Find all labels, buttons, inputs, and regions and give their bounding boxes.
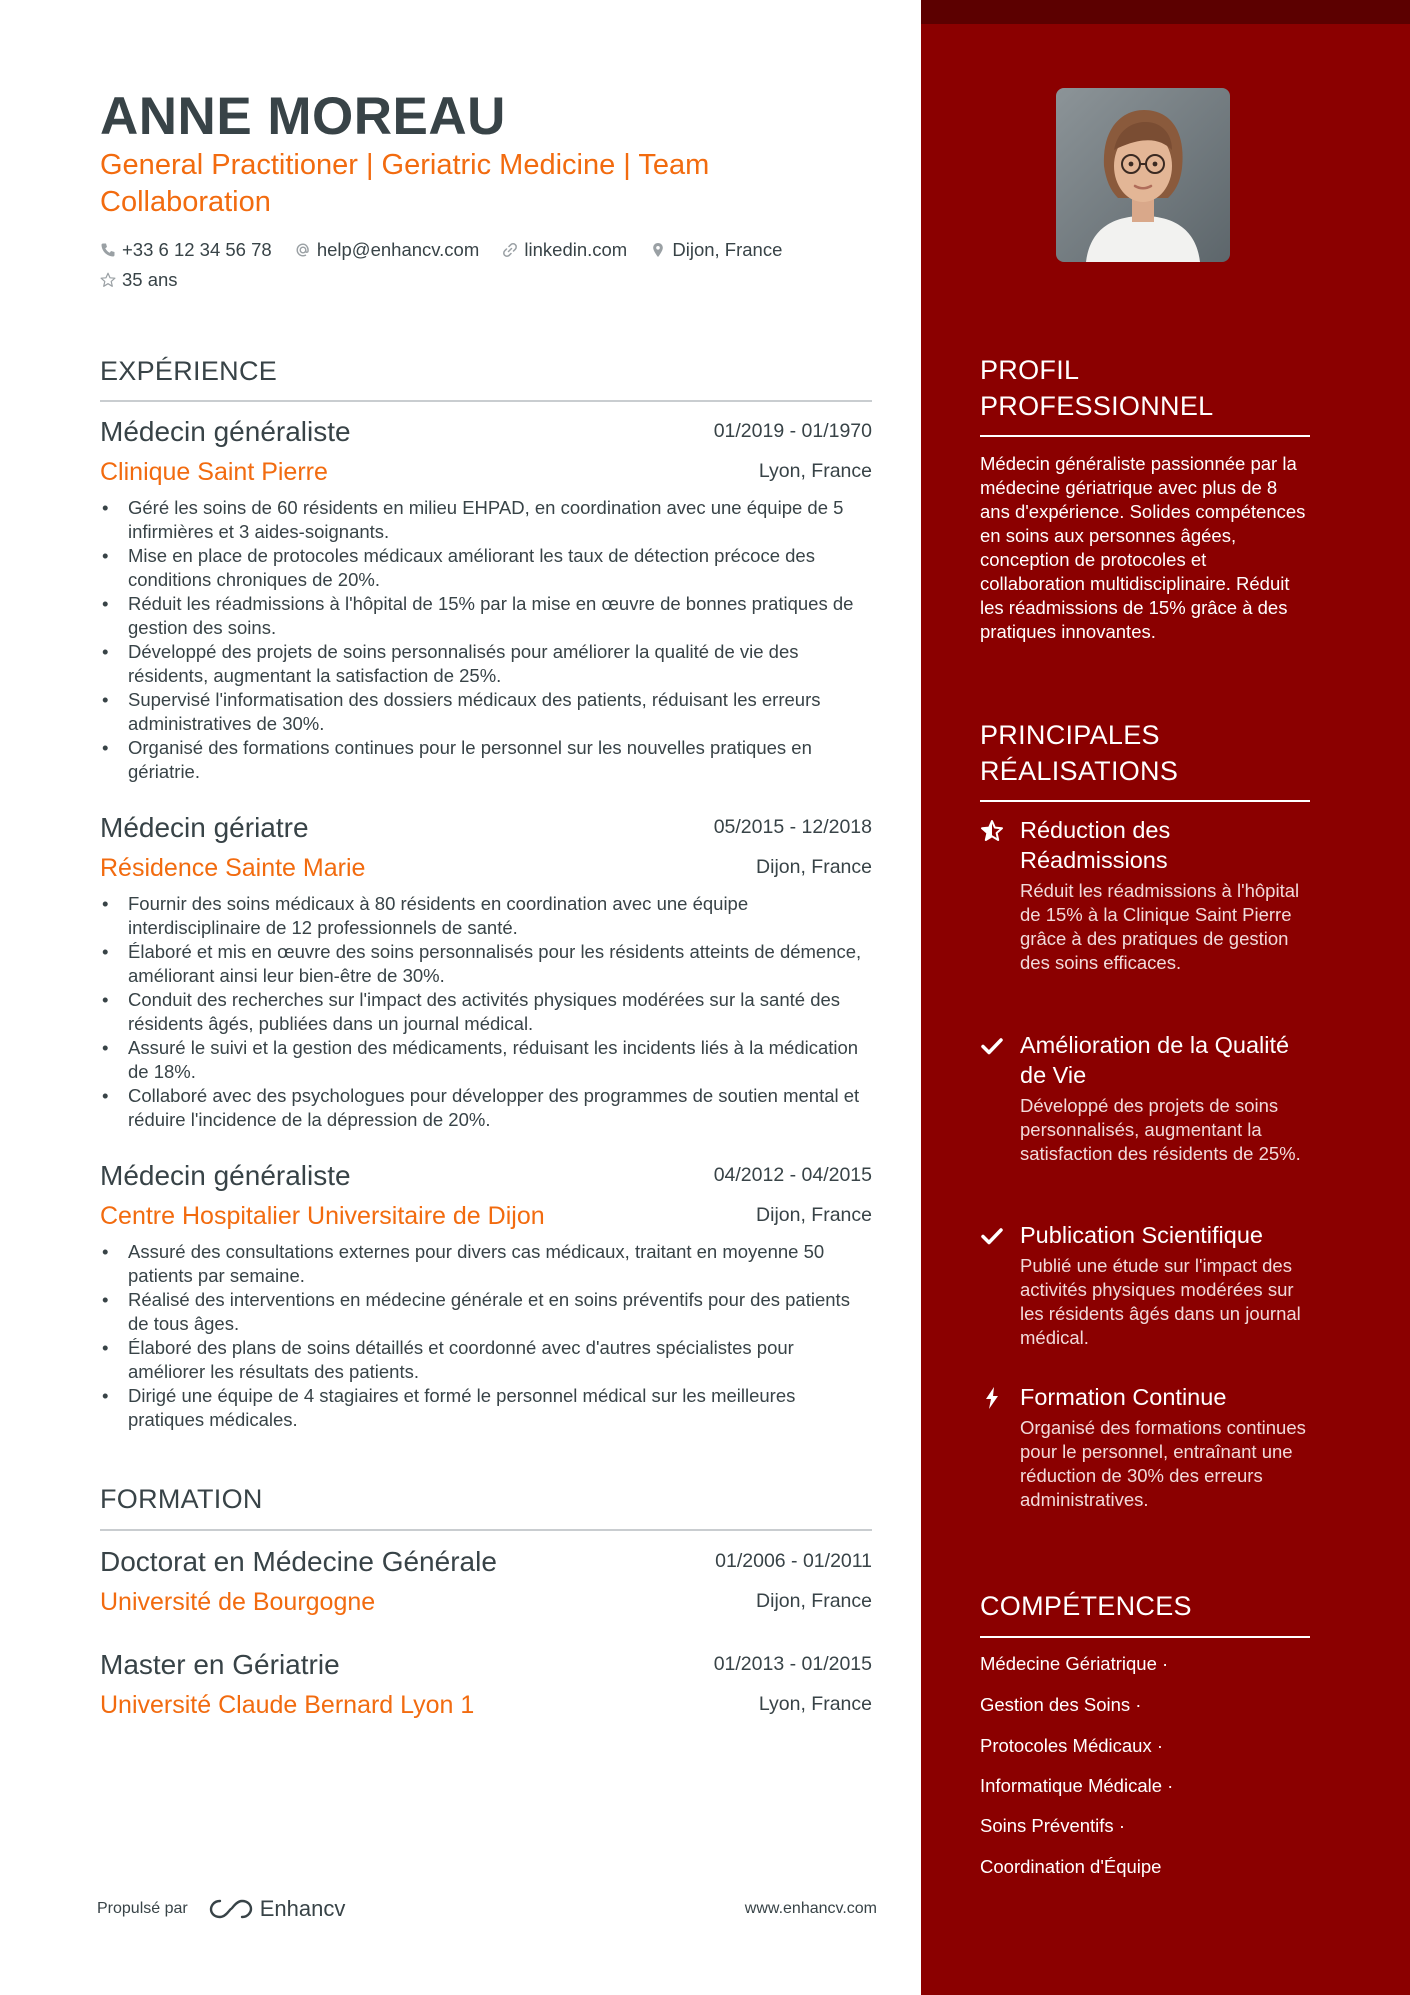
- achievement-item: [980, 1030, 1310, 1166]
- location-pin-icon: [650, 242, 666, 258]
- job-bullets: [100, 496, 872, 784]
- job-location: Lyon, France: [758, 460, 872, 482]
- education-dates: 01/2013 - 01/2015: [713, 1653, 872, 1675]
- list-item: • Conduit des recherches sur l'impact des activités physiques modérées sur la santé des résidents âgés, publiées dans un journal médical.: [128, 988, 872, 1036]
- job-location: Dijon, France: [756, 1204, 872, 1226]
- education-dates: 01/2006 - 01/2011: [715, 1550, 872, 1572]
- profile-photo: [1056, 88, 1230, 262]
- list-item: • Réduit les réadmissions à l'hôpital de 15% par la mise en œuvre de bonnes pratiques de gestion des soins.: [128, 592, 872, 640]
- brand-name: Enhancv: [259, 1896, 346, 1921]
- education-location: Lyon, France: [758, 1693, 872, 1715]
- education-location: Dijon, France: [756, 1590, 872, 1612]
- job-title: Médecin généraliste: [100, 416, 351, 447]
- skill-item: Soins Préventifs ·: [980, 1815, 1125, 1836]
- location-contact: [650, 236, 782, 264]
- linkedin-contact[interactable]: [502, 236, 627, 264]
- list-item: • Assuré des consultations externes pour divers cas médicaux, traitant en moyenne 50 patients par semaine.: [128, 1240, 872, 1288]
- education-section-title: FORMATION: [100, 1484, 263, 1514]
- job-dates: 01/2019 - 01/1970: [713, 420, 872, 442]
- email-contact[interactable]: [295, 236, 479, 264]
- experience-item: [100, 1160, 872, 1432]
- list-item: • Assuré le suivi et la gestion des médicaments, réduisant les incidents liés à la médication de 18%.: [128, 1036, 872, 1084]
- list-item: • Réalisé des interventions en médecine générale et en soins préventifs pour des patients de tous âges.: [128, 1288, 872, 1336]
- experience-item: [100, 812, 872, 1132]
- achievement-desc: Développé des projets de soins personnalisés, augmentant la satisfaction des résidents de 25%.: [1020, 1095, 1301, 1164]
- footer-url[interactable]: www.enhancv.com: [744, 1900, 877, 1917]
- skills-section-title: COMPÉTENCES: [980, 1591, 1192, 1621]
- infinity-logo-icon: [208, 1897, 254, 1921]
- check-icon: [980, 1224, 1004, 1248]
- job-dates: 05/2015 - 12/2018: [713, 816, 872, 838]
- skill-item: Gestion des Soins ·: [980, 1694, 1142, 1715]
- skill-item: Informatique Médicale ·: [980, 1775, 1174, 1796]
- link-icon: [502, 242, 518, 258]
- achievement-title: Formation Continue: [1020, 1384, 1227, 1410]
- job-location: Dijon, France: [756, 856, 872, 878]
- job-title: Médecin généraliste: [100, 1160, 351, 1191]
- list-item: • Dirigé une équipe de 4 stagiaires et formé le personnel médical sur les meilleures pratiques médicales.: [128, 1384, 872, 1432]
- list-item: • Géré les soins de 60 résidents en milieu EHPAD, en coordination avec une équipe de 5 infirmières et 3 aides-soignants.: [128, 496, 872, 544]
- achievement-item: [980, 1220, 1310, 1350]
- headline: General Practitioner | Geriatric Medicine | Team Collaboration: [100, 149, 710, 218]
- powered-by-text: Propulsé par: [97, 1900, 188, 1917]
- list-item: • Élaboré des plans de soins détaillés et coordonné avec d'autres spécialistes pour améliorer les résultats des patients.: [128, 1336, 872, 1384]
- phone-contact: [100, 236, 272, 264]
- skills-divider: [980, 1636, 1310, 1638]
- education-divider: [100, 1529, 872, 1531]
- achievement-item: [980, 815, 1310, 975]
- education-item: [100, 1649, 872, 1733]
- company-name: Résidence Sainte Marie: [100, 854, 366, 882]
- achievement-desc: Réduit les réadmissions à l'hôpital de 15% à la Clinique Saint Pierre grâce à des pratiques de gestion des soins efficaces.: [1020, 880, 1300, 973]
- degree-title: Master en Gériatrie: [100, 1649, 340, 1680]
- list-item: • Développé des projets de soins personnalisés pour améliorer la qualité de vie des résidents, augmentant la satisfaction de 25%.: [128, 640, 872, 688]
- company-name: Clinique Saint Pierre: [100, 458, 328, 486]
- job-bullets: [100, 892, 872, 1132]
- degree-title: Doctorat en Médecine Générale: [100, 1546, 497, 1577]
- profile-summary: Médecin généraliste passionnée par la médecine gériatrique avec plus de 8 ans d'expérience. Solides compétences en soins aux personnes âgées, conception de protocoles et collaboration multidisciplinaire. Réduit les réadmissions de 15% grâce à des pratiques innovantes.: [980, 453, 1306, 642]
- footer-powered: [97, 1896, 345, 1922]
- job-bullets: [100, 1240, 872, 1432]
- education-item: [100, 1546, 872, 1630]
- achievements-section-title: PRINCIPALES RÉALISATIONS: [980, 720, 1179, 786]
- star-icon: [100, 272, 116, 288]
- skill-item: Médecine Gériatrique ·: [980, 1653, 1169, 1674]
- company-name: Centre Hospitalier Universitaire de Dijon: [100, 1202, 545, 1230]
- experience-divider: [100, 400, 872, 402]
- job-dates: 04/2012 - 04/2015: [713, 1164, 872, 1186]
- phone-icon: [100, 242, 116, 258]
- achievement-desc: Organisé des formations continues pour le personnel, entraînant une réduction de 30% des erreurs administratives.: [1020, 1417, 1306, 1510]
- linkedin-text: linkedin.com: [524, 239, 628, 260]
- list-item: • Mise en place de protocoles médicaux améliorant les taux de détection précoce des conditions chroniques de 20%.: [128, 544, 872, 592]
- profile-divider: [980, 435, 1310, 437]
- experience-section-title: EXPÉRIENCE: [100, 356, 278, 386]
- avatar: [1056, 88, 1230, 262]
- list-item: • Organisé des formations continues pour le personnel sur les nouvelles pratiques en gériatrie.: [128, 736, 872, 784]
- enhancv-logo[interactable]: [208, 1896, 346, 1922]
- list-item: • Élaboré et mis en œuvre des soins personnalisés pour les résidents atteints de démence, améliorant ainsi leur bien-être de 30%.: [128, 940, 872, 988]
- sidebar-top-bar: [921, 0, 1410, 24]
- profile-section-title: PROFIL PROFESSIONNEL: [980, 355, 1214, 421]
- achievements-divider: [980, 800, 1310, 802]
- job-title: Médecin gériatre: [100, 812, 309, 843]
- list-item: • Collaboré avec des psychologues pour développer des programmes de soutien mental et réduire l'incidence de la dépression de 20%.: [128, 1084, 872, 1132]
- skill-item: Coordination d'Équipe: [980, 1856, 1162, 1877]
- achievement-title: Publication Scientifique: [1020, 1222, 1263, 1248]
- school-name: Université Claude Bernard Lyon 1: [100, 1691, 475, 1719]
- candidate-name: ANNE MOREAU: [100, 87, 506, 146]
- achievement-title: Amélioration de la Qualité de Vie: [1020, 1032, 1290, 1088]
- list-item: • Supervisé l'informatisation des dossiers médicaux des patients, réduisant les erreurs administratives de 30%.: [128, 688, 872, 736]
- achievement-desc: Publié une étude sur l'impact des activités physiques modérées sur les résidents âgés dans un journal médical.: [1020, 1255, 1301, 1348]
- contact-info: [100, 236, 860, 296]
- phone-text: +33 6 12 34 56 78: [122, 239, 272, 260]
- skill-item: Protocoles Médicaux ·: [980, 1735, 1164, 1756]
- check-icon: [980, 1034, 1004, 1058]
- list-item: • Fournir des soins médicaux à 80 résidents en coordination avec une équipe interdisciplinaire de 12 professionnels de santé.: [128, 892, 872, 940]
- star-half-icon: [980, 819, 1004, 843]
- achievement-title: Réduction des Réadmissions: [1020, 817, 1171, 873]
- at-icon: [295, 242, 311, 258]
- school-name: Université de Bourgogne: [100, 1588, 376, 1616]
- age-contact: [100, 266, 178, 294]
- location-text: Dijon, France: [672, 239, 783, 260]
- experience-item: [100, 416, 872, 784]
- achievement-item: [980, 1382, 1310, 1512]
- age-text: 35 ans: [122, 269, 178, 290]
- bolt-icon: [980, 1386, 1004, 1410]
- email-text: help@enhancv.com: [316, 239, 480, 260]
